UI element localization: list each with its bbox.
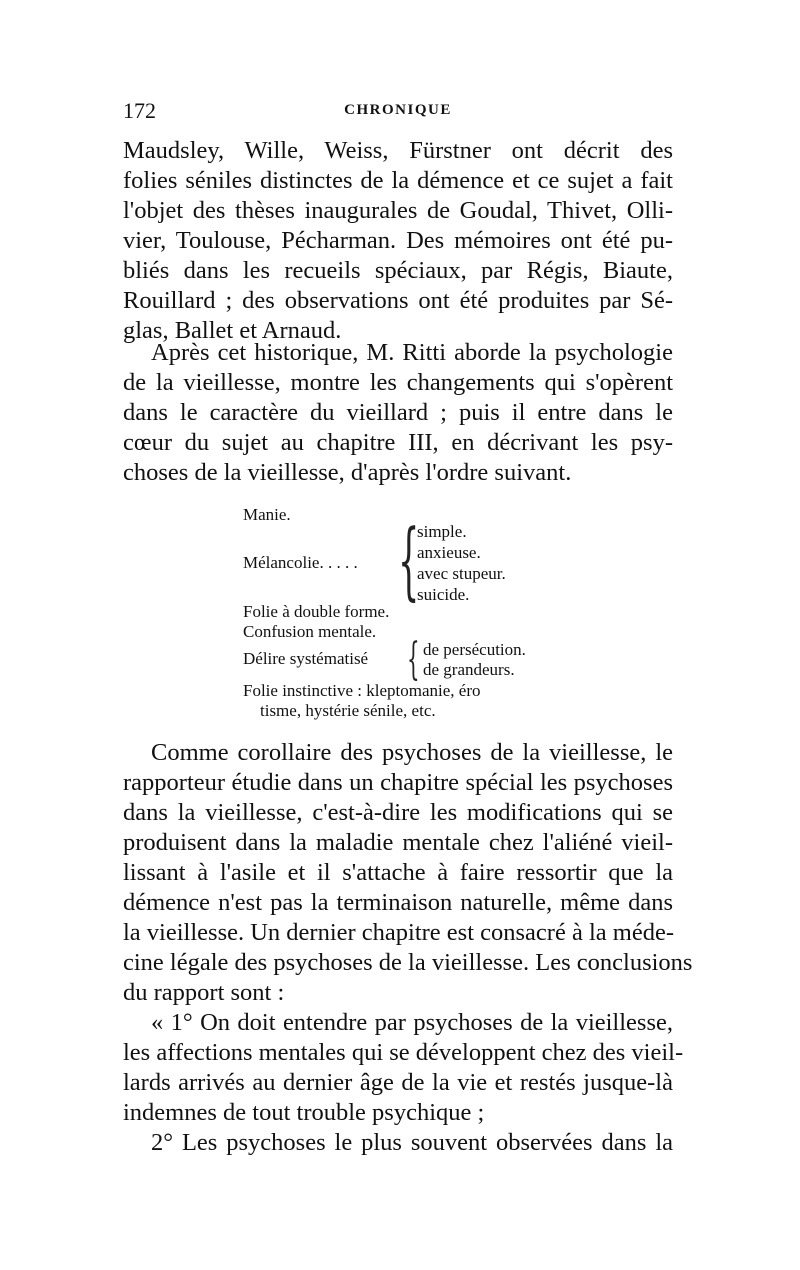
text-line: cœur du sujet au chapitre III, en décrivant les psy-: [123, 429, 673, 456]
text-line: lissant à l'asile et il s'attache à faire ressortir que la: [123, 859, 673, 886]
brace-icon: {: [407, 634, 420, 685]
text-line: dans le caractère du vieillard ; puis il entre dans le: [123, 399, 673, 426]
text-line: indemnes de tout trouble psychique ;: [123, 1099, 485, 1126]
melancholy-type: simple.: [417, 522, 467, 541]
text-line: folies séniles distinctes de la démence et ce sujet a fait: [123, 167, 673, 194]
text-line: démence n'est pas la terminaison naturelle, même dans: [123, 889, 673, 916]
delire-type: de persécution.: [423, 640, 526, 659]
text-line: Après cet historique, M. Ritti aborde la psychologie: [151, 339, 673, 366]
text-line: bliés dans les recueils spéciaux, par Régis, Biaute,: [123, 257, 673, 284]
text-line: de la vieillesse, montre les changements qui s'opèrent: [123, 369, 673, 396]
running-head: CHRONIQUE: [344, 102, 452, 118]
text-line: Rouillard ; des observations ont été produites par Sé-: [123, 287, 673, 314]
item-melancholy-label: Mélancolie. . . . .: [243, 553, 358, 572]
item-confusion: Confusion mentale.: [243, 622, 377, 641]
text-line: lards arrivés au dernier âge de la vie et restés jusque-là: [123, 1069, 673, 1096]
item-instinctive-cont: tisme, hystérie sénile, etc.: [260, 701, 436, 720]
brace-icon: {: [398, 511, 420, 609]
melancholy-type: avec stupeur.: [417, 564, 506, 583]
page-number: 172: [123, 98, 156, 123]
page-header: [123, 98, 673, 128]
item-delire-label: Délire systématisé: [243, 649, 369, 668]
text-line: Comme corollaire des psychoses de la vieillesse, le: [151, 739, 673, 766]
delire-type: de grandeurs.: [423, 660, 515, 679]
text-line: cine légale des psychoses de la vieillesse. Les conclusions: [123, 949, 693, 976]
text-line: du rapport sont :: [123, 979, 285, 1006]
text-line: glas, Ballet et Arnaud.: [123, 317, 342, 344]
text-line: rapporteur étudie dans un chapitre spécial les psychoses: [123, 769, 673, 796]
melancholy-type: suicide.: [417, 585, 470, 604]
text-line: choses de la vieillesse, d'après l'ordre suivant.: [123, 459, 572, 486]
item-double-form: Folie à double forme.: [243, 602, 390, 621]
text-line: produisent dans la maladie mentale chez l'aliéné vieil-: [123, 829, 673, 856]
text-line: dans la vieillesse, c'est-à-dire les modifications qui se: [123, 799, 673, 826]
text-line: la vieillesse. Un dernier chapitre est consacré à la méde-: [123, 919, 674, 946]
text-line: Maudsley, Wille, Weiss, Fürstner ont décrit des: [123, 137, 673, 164]
text-line: vier, Toulouse, Pécharman. Des mémoires ont été pu-: [123, 227, 673, 254]
text-line: « 1° On doit entendre par psychoses de la vieillesse,: [151, 1009, 673, 1036]
text-line: les affections mentales qui se développent chez des vieil-: [123, 1039, 684, 1066]
item-mania: Manie.: [243, 505, 291, 524]
item-instinctive: Folie instinctive : kleptomanie, éro: [243, 681, 481, 700]
melancholy-type: anxieuse.: [417, 543, 481, 562]
text-line: 2° Les psychoses le plus souvent observées dans la: [151, 1129, 673, 1156]
text-line: l'objet des thèses inaugurales de Goudal, Thivet, Olli-: [123, 197, 673, 224]
